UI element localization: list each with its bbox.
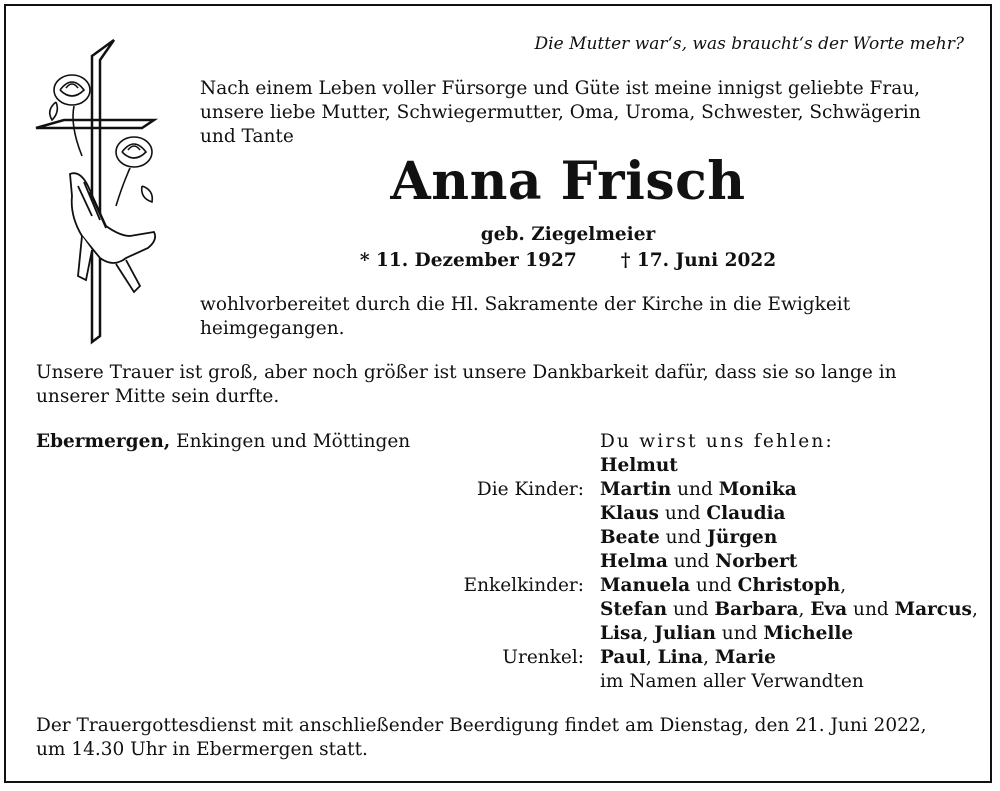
gratitude-line-1: Unsere Trauer ist groß, aber noch größer ist unsere Dankbarkeit dafür, dass sie so lange in: [36, 362, 897, 383]
cross-roses-praying-hands-icon: [30, 36, 160, 346]
place-others: Enkingen und Möttingen: [170, 431, 411, 452]
birth-date: * 11. Dezember 1927: [359, 250, 577, 271]
children-line-2: Klaus und Claudia: [600, 503, 786, 524]
funeral-line-1: Der Trauergottesdienst mit anschließender Beerdigung findet am Dienstag, den 21. Juni 2022,: [36, 715, 927, 736]
spouse-name: Helmut: [600, 455, 678, 476]
death-date: † 17. Juni 2022: [620, 250, 777, 271]
funeral-line-2: um 14.30 Uhr in Ebermergen statt.: [36, 739, 368, 760]
intro-line-1: Nach einem Leben voller Fürsorge und Güte ist meine innigst geliebte Frau,: [200, 78, 921, 99]
intro-line-3: und Tante: [200, 126, 294, 147]
grandchildren-line-2: Stefan und Barbara, Eva und Marcus,: [600, 599, 978, 620]
grandchildren-line-1: Manuela und Christoph,: [600, 575, 847, 596]
children-line-1: Martin und Monika: [600, 479, 797, 500]
intro-line-2: unsere liebe Mutter, Schwiegermutter, Oma, Uroma, Schwester, Schwägerin: [200, 102, 921, 123]
great-grandchildren-line: Paul, Lina, Marie: [600, 647, 776, 668]
grandchildren-line-3: Lisa, Julian und Michelle: [600, 623, 854, 644]
passing-line-1: wohlvorbereitet durch die Hl. Sakramente der Kirche in die Ewigkeit: [200, 294, 851, 315]
motto: Die Mutter war‘s, was braucht‘s der Worte mehr?: [534, 34, 964, 54]
relatives-line: im Namen aller Verwandten: [600, 671, 864, 692]
passing-line-2: heimgegangen.: [200, 318, 345, 339]
children-line-3: Beate und Jürgen: [600, 527, 778, 548]
dates-line: [200, 250, 936, 271]
place-main: Ebermergen,: [36, 431, 171, 452]
children-line-4: Helma und Norbert: [600, 551, 798, 572]
deceased-name: Anna Frisch: [390, 151, 746, 212]
label-great-grandchildren: Urenkel:: [502, 647, 584, 668]
gratitude-line-2: unserer Mitte sein durfte.: [36, 386, 280, 407]
birth-name: geb. Ziegelmeier: [480, 224, 656, 245]
label-grandchildren: Enkelkinder:: [463, 575, 584, 596]
label-children: Die Kinder:: [476, 479, 584, 500]
places: [36, 430, 410, 454]
miss-line: Du wirst uns fehlen:: [600, 431, 834, 452]
